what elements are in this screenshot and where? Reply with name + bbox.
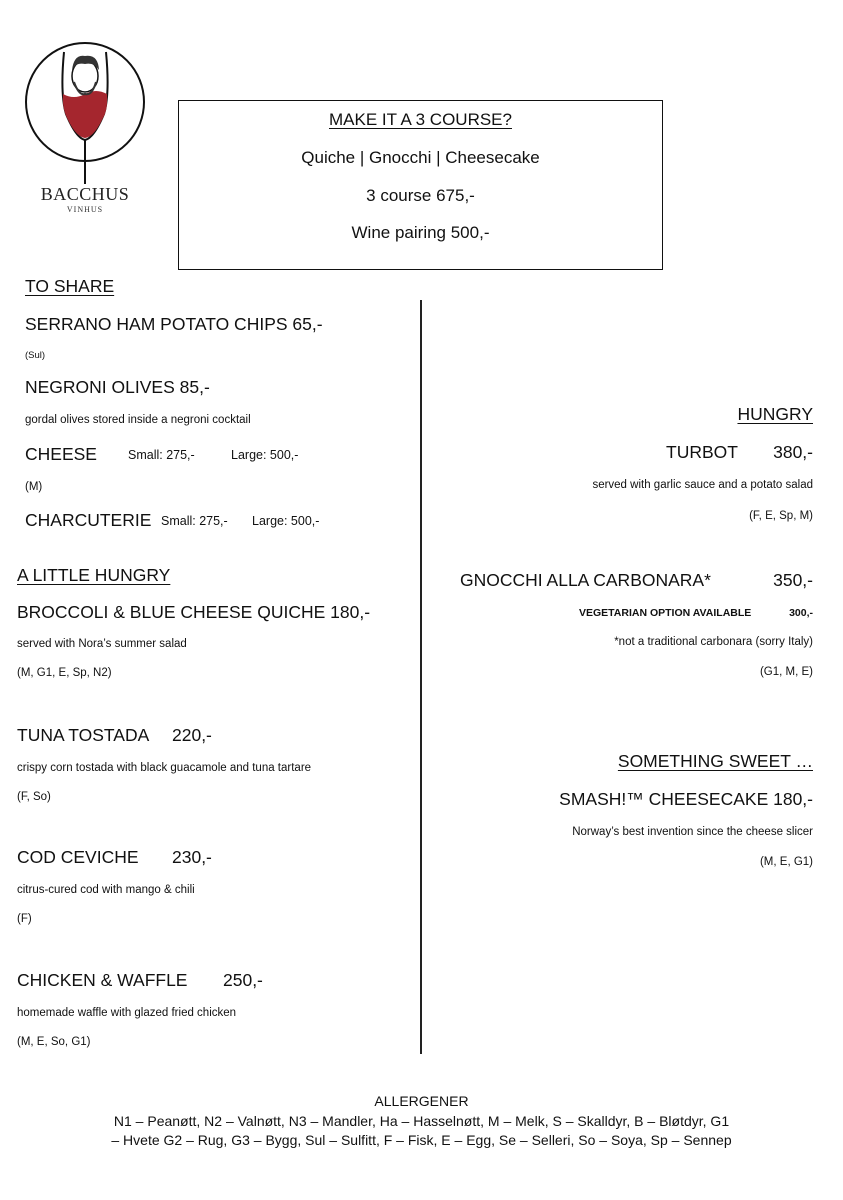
- item-smash-cheesecake: SMASH!™ CHEESECAKE 180,-: [559, 789, 813, 809]
- brand-name: BACCHUS: [40, 184, 130, 204]
- item-cheese-allergens: (M): [25, 481, 43, 493]
- bacchus-logo: [24, 34, 146, 184]
- item-chicken-waffle-price: 250,-: [223, 970, 263, 990]
- item-cheese-small-price: Small: 275,-: [128, 448, 195, 462]
- allergen-legend-line-1: N1 – Peanøtt, N2 – Valnøtt, N3 – Mandler, Ha – Hasselnøtt, M – Melk, S – Skalldyr, B – Bløtdyr, G1: [113, 1113, 730, 1129]
- item-gnocchi-carbonara-price: 350,-: [773, 570, 813, 590]
- section-heading-something-sweet: SOMETHING SWEET …: [617, 751, 813, 771]
- item-cod-ceviche-allergens: (F): [17, 913, 32, 925]
- item-quiche: BROCCOLI & BLUE CHEESE QUICHE 180,-: [17, 602, 371, 622]
- item-tuna-tostada-price: 220,-: [172, 725, 212, 745]
- section-heading-a-little-hungry: A LITTLE HUNGRY: [17, 565, 171, 585]
- item-gnocchi-carbonara: GNOCCHI ALLA CARBONARA*: [460, 570, 711, 590]
- item-turbot-price: 380,-: [773, 442, 813, 462]
- item-chicken-waffle-allergens: (M, E, So, G1): [17, 1036, 91, 1048]
- brand-subtitle: VINHUS: [66, 205, 104, 214]
- item-charcuterie-large-price: Large: 500,-: [252, 514, 320, 528]
- item-cod-ceviche-desc: citrus-cured cod with mango & chili: [17, 884, 195, 896]
- item-chicken-waffle-desc: homemade waffle with glazed fried chicken: [17, 1007, 237, 1019]
- promo-price: 3 course 675,-: [366, 186, 475, 205]
- item-charcuterie-small-price: Small: 275,-: [161, 514, 228, 528]
- item-gnocchi-vegetarian-option: VEGETARIAN OPTION AVAILABLE: [579, 607, 752, 619]
- item-gnocchi-vegetarian-price: 300,-: [789, 607, 813, 619]
- item-tuna-tostada-allergens: (F, So): [17, 791, 51, 803]
- item-turbot-allergens: (F, E, Sp, M): [749, 510, 813, 522]
- wine-glass-logo-icon: [24, 34, 146, 184]
- allergen-legend-line-2: – Hvete G2 – Rug, G3 – Bygg, Sul – Sulfitt, F – Fisk, E – Egg, Se – Selleri, So – Soya, Sp – Sennep: [111, 1132, 732, 1148]
- item-turbot-desc: served with garlic sauce and a potato salad: [592, 479, 813, 491]
- item-negroni-olives-desc: gordal olives stored inside a negroni cocktail: [25, 414, 251, 426]
- item-cod-ceviche-price: 230,-: [172, 847, 212, 867]
- item-chicken-waffle: CHICKEN & WAFFLE: [17, 970, 188, 990]
- item-gnocchi-allergens: (G1, M, E): [759, 666, 813, 678]
- three-course-promo-box: [178, 100, 663, 270]
- item-smash-cheesecake-allergens: (M, E, G1): [759, 856, 813, 868]
- item-cod-ceviche: COD CEVICHE: [17, 847, 139, 867]
- item-tuna-tostada-desc: crispy corn tostada with black guacamole and tuna tartare: [17, 762, 312, 774]
- item-gnocchi-note: *not a traditional carbonara (sorry Italy): [614, 636, 813, 648]
- item-negroni-olives: NEGRONI OLIVES 85,-: [25, 377, 210, 397]
- allergen-legend-title: ALLERGENER: [374, 1093, 469, 1109]
- section-heading-to-share: TO SHARE: [25, 276, 115, 296]
- item-cheese-large-price: Large: 500,-: [231, 448, 299, 462]
- item-quiche-desc: served with Nora’s summer salad: [17, 638, 187, 650]
- promo-courses: Quiche | Gnocchi | Cheesecake: [301, 148, 540, 167]
- promo-title: MAKE IT A 3 COURSE?: [329, 110, 512, 129]
- item-quiche-allergens: (M, G1, E, Sp, N2): [17, 667, 112, 679]
- section-heading-hungry: HUNGRY: [737, 404, 813, 424]
- item-serrano-allergens: (Sul): [25, 350, 46, 361]
- item-cheese: CHEESE: [25, 444, 97, 464]
- column-divider: [420, 300, 422, 1054]
- item-serrano-chips: SERRANO HAM POTATO CHIPS 65,-: [25, 314, 323, 334]
- item-charcuterie: CHARCUTERIE: [25, 510, 152, 530]
- item-tuna-tostada: TUNA TOSTADA: [17, 725, 150, 745]
- item-turbot: TURBOT: [666, 442, 738, 462]
- item-smash-cheesecake-desc: Norway’s best invention since the cheese slicer: [572, 826, 813, 838]
- promo-wine-pairing: Wine pairing 500,-: [351, 223, 490, 242]
